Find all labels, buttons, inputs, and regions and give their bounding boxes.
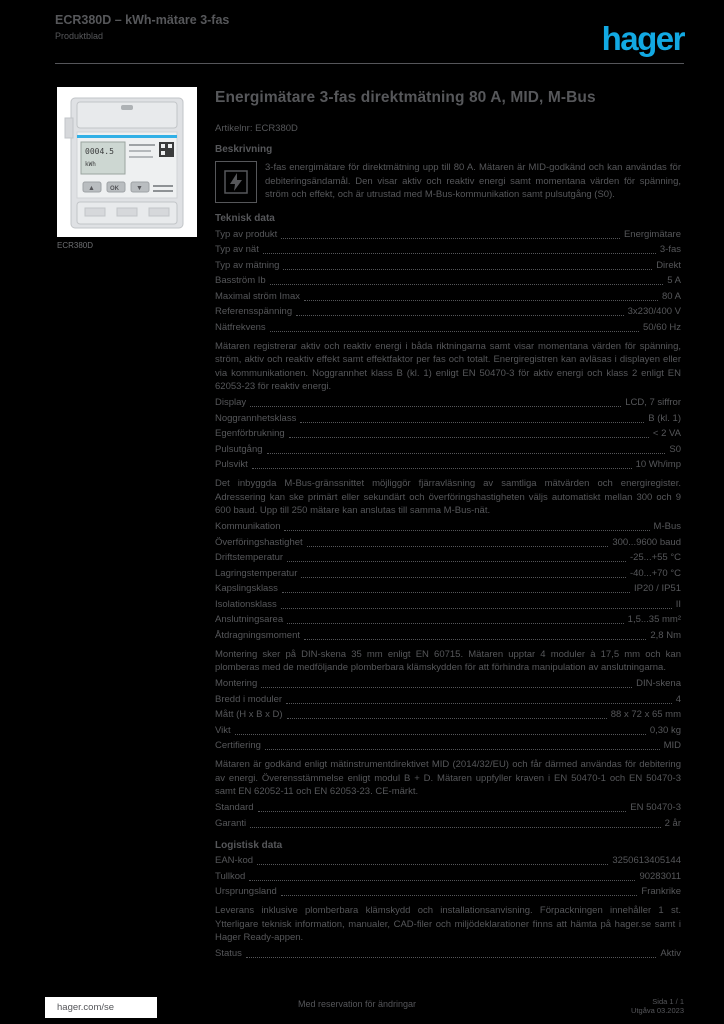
spec-row — [215, 801, 681, 814]
spec-label: Kommunikation — [215, 521, 281, 532]
meter-label-line — [129, 150, 151, 152]
spec-value: 50/60 Hz — [642, 321, 681, 333]
spec-label: Certifiering — [215, 740, 261, 751]
spec-label: Ursprungsland — [215, 886, 277, 897]
spec-value: M-Bus — [653, 521, 681, 532]
spec-value: II — [675, 598, 681, 610]
spec-value: B (kl. 1) — [648, 412, 681, 424]
dotted-leader — [284, 530, 649, 531]
spec-row — [215, 629, 681, 642]
dotted-leader — [261, 687, 632, 688]
dotted-leader — [267, 453, 666, 454]
dotted-leader — [252, 468, 632, 469]
spec-label: Maximal ström Imax — [215, 290, 300, 302]
dotted-leader — [296, 315, 624, 316]
spec-value: LCD, 7 siffror — [625, 397, 681, 408]
meter-label-line — [129, 156, 153, 158]
spec-label: Typ av nät — [215, 244, 259, 255]
dotted-leader — [258, 811, 627, 812]
spec-value: DIN-skena — [636, 678, 681, 689]
spec-value: 5 A — [667, 275, 681, 286]
spec-row — [215, 724, 681, 737]
spec-value: < 2 VA — [652, 428, 681, 439]
meter-button-right-glyph: ▼ — [136, 185, 143, 192]
spec-row — [215, 290, 681, 303]
dotted-leader — [307, 546, 609, 547]
spec-row — [215, 567, 681, 580]
meter-lcd-digits: 0004.5 — [85, 147, 114, 156]
dotted-leader — [235, 734, 646, 735]
spec-row — [215, 854, 681, 867]
meter-button-ok-label: OK — [110, 186, 119, 192]
dotted-leader — [304, 300, 658, 301]
spec-value: Direkt — [656, 259, 681, 271]
spec-label: Status — [215, 948, 242, 959]
spec-value: Frankrike — [641, 886, 681, 897]
header-left — [55, 12, 229, 43]
spec-row — [215, 536, 681, 549]
spec-row — [215, 427, 681, 440]
spec-value: 90283011 — [639, 870, 681, 882]
spec-row — [215, 274, 681, 287]
spec-paragraph: Montering sker på DIN-skena 35 mm enligt EN 60715. Mätaren upptar 4 moduler à 17,5 mm och kan plomberas med de medföljande plomberbara klämskydden för att förhindra manipulation av anslutningarna. — [215, 648, 681, 673]
meter-button-up-glyph: ▲ — [88, 185, 95, 192]
footer-page-number: Sida 1 / 1 — [652, 997, 684, 1006]
spec-value: -40...+70 °C — [629, 567, 681, 579]
spec-row — [215, 458, 681, 471]
spec-paragraph: Det inbyggda M-Bus-gränssnittet möjliggör fjärravläsning av samtliga mätvärden och energiregister. Adressering kan ske primärt eller sekundärt och överföringshastigheten väljs automatiskt mellan 300 och 9 600 baud. Upp till 250 mätare kan anslutas till samma M-Bus-nät. — [215, 478, 681, 516]
spec-row — [215, 412, 681, 425]
spec-row — [215, 613, 681, 626]
spec-label: Basström Ib — [215, 275, 266, 286]
spec-label: Noggrannhetsklass — [215, 412, 297, 424]
spec-label: Tullkod — [215, 870, 246, 882]
header-product-ref: ECR380D – kWh-mätare 3-fas — [55, 13, 230, 27]
meter-din-clip — [65, 118, 73, 138]
spec-value: Aktiv — [660, 948, 681, 959]
spec-value: 0,30 kg — [649, 724, 681, 736]
article-number: Artikelnr: ECR380D — [215, 123, 298, 134]
spec-row — [215, 870, 681, 883]
footer-disclaimer: Med reservation för ändringar — [298, 999, 417, 1009]
spec-label: EAN-kod — [215, 855, 254, 866]
spec-section-heading: Logistisk data — [215, 839, 283, 851]
spec-value: -25...+55 °C — [629, 552, 681, 563]
dotted-leader — [249, 880, 635, 881]
page-title: Energimätare 3-fas direktmätning 80 A, MID, M-Bus — [215, 89, 596, 106]
spec-value: 3x230/400 V — [627, 306, 681, 317]
dotted-leader — [300, 422, 644, 423]
spec-paragraph: Leverans inklusive plomberbara klämskydd och installationsanvisning. Förpackningen innehåller 1 st. Ytterligare teknisk information, manualer, CAD-filer och miljödeklarationer finns att hämta på hager.se samt i Hager Ready-appen. — [215, 905, 681, 943]
dotted-leader — [265, 749, 660, 750]
meter-lcd-unit: kWh — [85, 161, 96, 168]
dotted-leader — [281, 895, 638, 896]
spec-paragraph: Mätaren registrerar aktiv och reaktiv energi i båda riktningarna samt visar momentana värden för spänning, ström, aktiv och reaktiv effekt samt effektfaktor per fas och totalt. Energiregistren kan avläsas i displayen eller via kommunikationen. Noggrannhet klass B (kl. 1) enligt EN 50470-3 för aktiv energi och klass 2 enligt EN 62053-23 för reaktiv energi. — [215, 340, 681, 392]
description-text: 3-fas energimätare för direktmätning upp till 80 A. Mätaren är MID-godkänd och kan användas för debiteringsändamål. Den visar aktiv och reaktiv energi samt momentana värden för spänning, ström och effekt, och är utrustad med M-Bus-kommunikation samt pulsutgång (S0). — [265, 162, 681, 200]
spec-value: 10 Wh/imp — [635, 459, 681, 470]
spec-value: 2 år — [664, 817, 681, 829]
main-content — [215, 88, 681, 960]
meter-terminal-slot — [149, 208, 169, 216]
spec-value: 3250613405144 — [612, 855, 681, 866]
spec-label: Typ av mätning — [215, 259, 280, 271]
spec-label: Garanti — [215, 817, 247, 829]
energy-meter-icon — [215, 161, 257, 203]
spec-value: 80 A — [661, 290, 681, 302]
spec-row — [215, 885, 681, 898]
dotted-leader — [250, 406, 621, 407]
dotted-leader — [270, 284, 664, 285]
product-photo-caption: ECR380D — [57, 241, 94, 250]
spec-row — [215, 243, 681, 256]
spec-label: Bredd i moduler — [215, 693, 283, 705]
spec-row — [215, 520, 681, 533]
spec-row — [215, 947, 681, 960]
spec-value: 88 x 72 x 65 mm — [610, 709, 681, 720]
spec-label: Egenförbrukning — [215, 428, 285, 439]
spec-row — [215, 228, 681, 241]
spec-label: Display — [215, 397, 247, 408]
footer-website-box — [45, 997, 157, 1018]
spec-label: Typ av produkt — [215, 228, 278, 240]
dotted-leader — [263, 253, 656, 254]
header-doc-type: Produktblad — [55, 31, 104, 41]
spec-row — [215, 305, 681, 318]
spec-label: Pulsutgång — [215, 443, 263, 455]
footer-doc-ref: Utgåva 03.2023 — [631, 1006, 684, 1015]
spec-row — [215, 739, 681, 752]
spec-value: 300...9600 baud — [612, 536, 681, 548]
meter-label-line — [129, 144, 155, 146]
dotted-leader — [281, 238, 620, 239]
spec-label: Nätfrekvens — [215, 321, 266, 333]
dotted-leader — [287, 561, 626, 562]
spec-label: Pulsvikt — [215, 459, 248, 470]
spec-value: S0 — [669, 443, 681, 455]
energy-meter-image — [63, 92, 191, 234]
spec-value: 1,5...35 mm² — [627, 614, 681, 625]
product-photo — [57, 87, 197, 237]
meter-cyan-stripe — [77, 135, 177, 138]
spec-label: Kapslingsklass — [215, 583, 278, 594]
dotted-leader — [257, 864, 608, 865]
dotted-leader — [270, 331, 639, 332]
spec-row — [215, 396, 681, 409]
spec-label: Montering — [215, 678, 258, 689]
spec-label: Anslutningsarea — [215, 614, 284, 625]
spec-label: Vikt — [215, 724, 231, 736]
spec-value: IP20 / IP51 — [633, 583, 681, 594]
spec-row — [215, 708, 681, 721]
footer-website-link[interactable]: hager.com/se — [57, 1002, 115, 1013]
spec-value: Energimätare — [623, 228, 681, 240]
dotted-leader — [283, 269, 652, 270]
spec-value: MID — [663, 740, 681, 751]
spec-label: Mått (H x B x D) — [215, 709, 283, 720]
spec-label: Driftstemperatur — [215, 552, 284, 563]
spec-row — [215, 551, 681, 564]
spec-value: 3-fas — [659, 244, 681, 255]
meter-terminal-slot — [117, 208, 137, 216]
spec-row — [215, 598, 681, 611]
spec-label: Isolationsklass — [215, 598, 277, 610]
meter-output-mark — [153, 185, 173, 187]
spec-row — [215, 321, 681, 334]
spec-label: Referensspänning — [215, 306, 293, 317]
dotted-leader — [301, 577, 626, 578]
dotted-leader — [287, 718, 607, 719]
spec-label: Överföringshastighet — [215, 536, 303, 548]
dotted-leader — [286, 703, 672, 704]
spec-row — [215, 582, 681, 595]
spec-row — [215, 693, 681, 706]
description-heading: Beskrivning — [215, 144, 273, 155]
footer-page-info — [631, 997, 684, 1015]
dotted-leader — [304, 639, 646, 640]
spec-table — [215, 212, 681, 960]
spec-label: Åtdragningsmoment — [215, 629, 301, 641]
spec-row — [215, 817, 681, 830]
meter-top-screw — [121, 105, 133, 110]
spec-label: Lagringstemperatur — [215, 567, 298, 579]
description-block — [215, 161, 681, 203]
spec-value: 4 — [675, 693, 681, 705]
dotted-leader — [250, 827, 660, 828]
hager-logo: hager — [601, 20, 684, 57]
dotted-leader — [289, 437, 649, 438]
spec-value: EN 50470-3 — [630, 802, 681, 813]
dotted-leader — [246, 957, 656, 958]
meter-output-mark — [153, 190, 173, 192]
spec-section-heading: Teknisk data — [215, 213, 275, 224]
dotted-leader — [287, 623, 624, 624]
spec-row — [215, 259, 681, 272]
header-divider — [55, 63, 684, 64]
spec-row — [215, 443, 681, 456]
dotted-leader — [282, 592, 630, 593]
meter-terminal-slot — [85, 208, 105, 216]
dotted-leader — [281, 608, 672, 609]
spec-value: 2,8 Nm — [650, 629, 681, 641]
spec-paragraph: Mätaren är godkänd enligt mätinstrumentdirektivet MID (2014/32/EU) och får därmed användas för debitering av energi. Överensstämmelse enligt modul B + D. Mätaren uppfyller kraven i EN 50470-1 och EN 50470-3 samt EN 62052-11 och EN 62053-23. CE-märkt. — [215, 759, 681, 797]
spec-row — [215, 677, 681, 690]
spec-label: Standard — [215, 802, 254, 813]
